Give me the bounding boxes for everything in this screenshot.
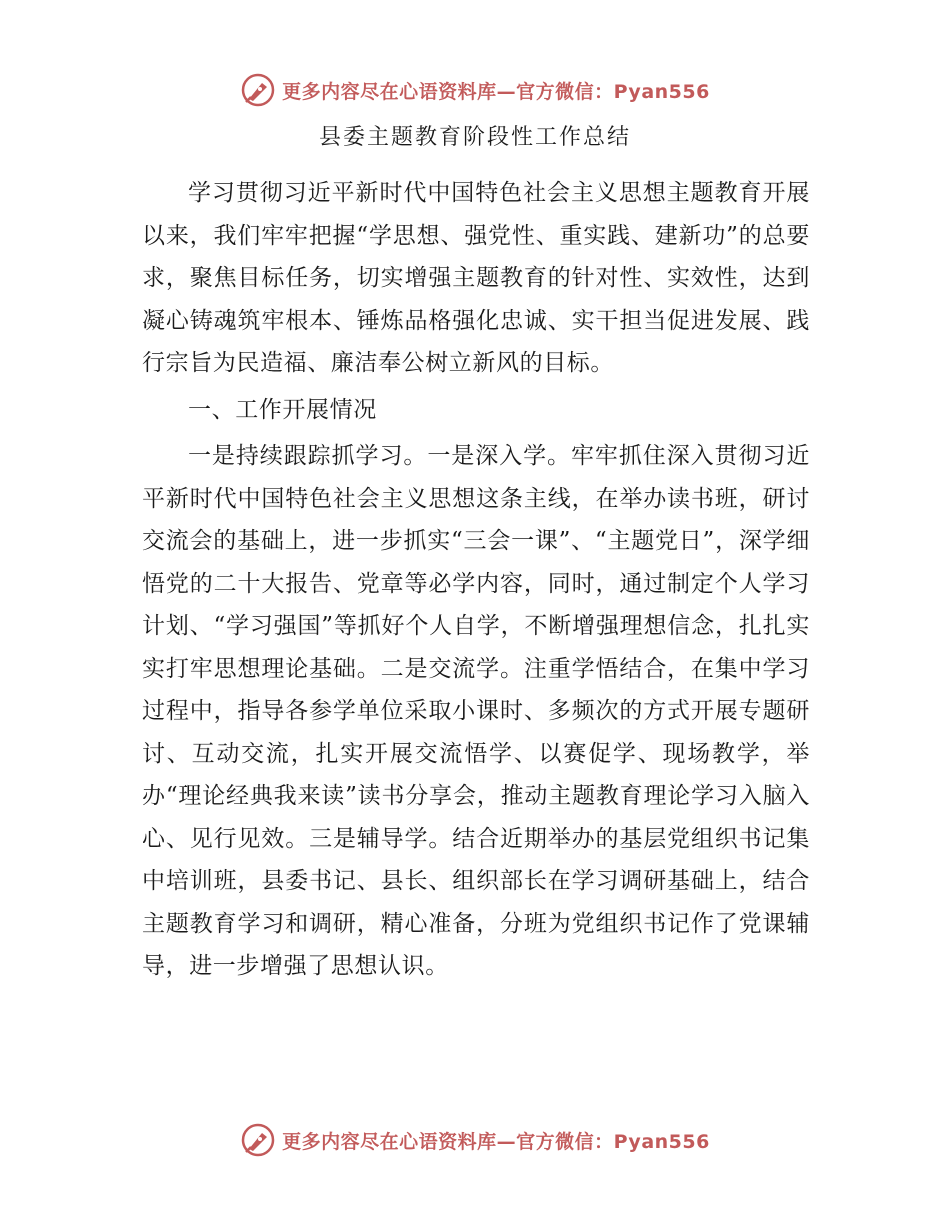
pen-nib-logo-icon (240, 1122, 276, 1158)
intro-paragraph: 学习贯彻习近平新时代中国特色社会主义思想主题教育开展以来，我们牢牢把握“学思想、强党性、重实践、建新功”的总要求，聚焦目标任务，切实增强主题教育的针对性、实效性，达到凝心铸魂筑牢根本、锤炼品格强化忠诚、实干担当促进发展、践行宗旨为民造福、廉洁奉公树立新风的目标。 (142, 180, 810, 376)
footer-banner (0, 1118, 950, 1162)
pen-nib-logo-icon (240, 72, 276, 108)
section-heading: 一、工作开展情况 (188, 396, 377, 423)
header-banner (0, 68, 950, 112)
header-banner-text: 更多内容尽在心语资料库—官方微信：Pyan556 (282, 80, 710, 103)
document-body (142, 172, 810, 988)
section-paragraph: 一是持续跟踪抓学习。一是深入学。牢牢抓住深入贯彻习近平新时代中国特色社会主义思想这条主线，在举办读书班，研讨交流会的基础上，进一步抓实“三会一课”、“主题党日”，深学细悟党的二十大报告、党章等必学内容，同时，通过制定个人学习计划、“学习强国”等抓好个人自学，不断增强理想信念，扎扎实实打牢思想理论基础。二是交流学。注重学悟结合，在集中学习过程中，指导各参学单位采取小课时、多频次的方式开展专题研讨、互动交流，扎实开展交流悟学、以赛促学、现场教学，举办“理论经典我来读”读书分享会，推动主题教育理论学习入脑入心、见行见效。三是辅导学。结合近期举办的基层党组织书记集中培训班，县委书记、县长、组织部长在学习调研基础上，结合主题教育学习和调研，精心准备，分班为党组织书记作了党课辅导，进一步增强了思想认识。 (142, 443, 810, 979)
footer-banner-text: 更多内容尽在心语资料库—官方微信：Pyan556 (282, 1130, 710, 1153)
document-title: 县委主题教育阶段性工作总结 (318, 125, 631, 150)
